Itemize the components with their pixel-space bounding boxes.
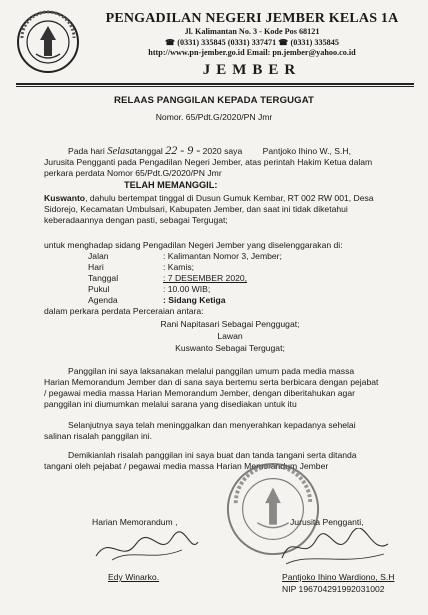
paragraph-2-line-2: salinan risalah panggilan ini. [44, 431, 152, 441]
right-signatory-title: Jurusita Pengganti, [290, 517, 364, 527]
court-web-email: http://www.pn-jember.go.id Email: pn.jember@yahoo.co.id [148, 48, 356, 57]
bailiff-name: Pantjoko Ihino W., S.H, [262, 146, 352, 156]
hearing-intro: untuk menghadap sidang Pengadilan Negeri Jember yang diselenggarakan di: [44, 240, 343, 250]
summoned-line-1: Kuswanto, dahulu bertempat tinggal di Dusun Gumuk Kembar, RT 002 RW 001, Desa [44, 193, 374, 203]
summoned-line-3: keberadaannya dengan pasti, sebagai Tergugat; [44, 215, 228, 225]
letterhead [84, 10, 420, 80]
summoned-name: Kuswanto [44, 193, 86, 203]
right-signatory-name: Pantjoko Ihino Wardiono, S.H [282, 572, 395, 582]
party-plaintiff: Rani Napitasari Sebagai Penggugat; [160, 319, 300, 329]
paragraph-3-line-2: tangani oleh pejabat / pegawai media massa Harian Memorandum Jember [44, 461, 329, 471]
paragraph-3-line-1: Demikianlah risalah panggilan ini saya buat dan tanda tangani serta ditanda [68, 450, 357, 460]
paragraph-2-line-1: Selanjutnya saya telah meninggalkan dan menyerahkan kepadanya sehelai [68, 420, 356, 430]
right-signature-scribble [276, 528, 396, 570]
left-signatory-title: Harian Memorandum , [92, 517, 178, 527]
court-name: PENGADILAN NEGERI JEMBER KELAS 1A [105, 11, 399, 26]
letterhead-rule-thin [16, 86, 414, 87]
opening-line-2: Jurusita Pengganti pada Pengadilan Negeri Jember, atas perintah Hakim Ketua dalam [44, 157, 373, 167]
court-city: JEMBER [202, 61, 302, 78]
paragraph-1-line-2: Harian Memorandum Jember dan di sana saya bertemu serta berbicara dengan pejabat [44, 377, 379, 387]
handwritten-date: 22 - 9 - [165, 143, 201, 157]
paragraph-1-line-1: Panggilan ini saya laksanakan melalui panggilan umum pada media massa [68, 366, 355, 376]
document-number: Nomor. 65/Pdt.G/2020/PN Jmr [155, 112, 273, 122]
court-seal-logo [16, 10, 80, 74]
document-title: RELAAS PANGGILAN KEPADA TERGUGAT [113, 95, 315, 106]
opening-line-3: perkara perdata Nomor 65/Pdt.G/2020/PN Jmr [44, 168, 222, 178]
summon-heading: TELAH MEMANGGIL: [124, 180, 218, 190]
right-signatory-nip: NIP 196704291992031002 [282, 584, 385, 594]
paragraph-1-line-4: panggilan ini diumumkan melalui sarana yang disediakan untuk itu [44, 399, 297, 409]
left-signature-scribble [92, 528, 202, 568]
document-page: PENGADILAN NEGERI JEMBER KELAS 1A Jl. Kalimantan No. 3 - Kode Pos 68121 ☎ (0331) 335845 (0331) 337471 ☎ (0331) 335845 http://www.pn-jember.go.id Email: pn.jember@yahoo.co.id JEMBER RELAAS PANGGILAN KEPADA TERGUGAT Nomor. 65/Pdt.G/2020/PN Jmr Pada hari Selasatanggal 22 - 9 - 2020 saya Pantjoko Ihino W., S.H, Jurusita Pengganti pada Pengadilan Negeri Jember, atas perintah Hakim Ketua dalam perkara perdata Nomor 65/Pdt.G/2020/PN Jmr TELAH MEMANGGIL: Kuswanto, dahulu bertempat tinggal di Dusun Gumuk Kembar, RT 002 RW 001, Desa Sidorejo, Kecamatan Umbulsari, Kabupaten Jember, dan saat ini tidak diketahui keberadaannya dengan pasti, sebagai Tergugat; untuk menghadap sidang Pengadilan Negeri Jember yang diselenggarakan di: Jalan : Kalimantan Nomor 3, Jember; Hari : Kamis; Tanggal : 7 DESEMBER 2020, Pukul : 10.00 WIB; Agenda : Sidang Ketiga dalam perkara perdata Perceraian antara: Rani Napitasari Sebagai Penggugat; Lawan Kuswanto Sebagai Tergugat; Panggilan ini saya laksanakan melalui panggilan umum pada media massa Harian Memorandum Jember dan di sana saya bertemu serta berbicara dengan pejabat / pegawai media massa Harian Memorandum Jember, dengan diberitahukan agar panggilan ini diumumkan melalui sarana yang disediakan untuk itu Selanjutnya saya telah meninggalkan dan menyerahkan kepadanya sehelai salinan risalah panggilan ini. Demikianlah risalah panggilan ini saya buat dan tanda tangani serta ditanda tangani oleh pejabat / pegawai media massa Harian Memorandum Jember Harian Memorandum , Edy Winarko. Jurusita Pengganti, Pantjoko Ihino Wardiono, S.H NIP 196704291992031002 [0, 0, 428, 615]
summoned-line-2: Sidorejo, Kecamatan Umbulsari, Kabupaten Jember, dan saat ini tidak diketahui [44, 204, 348, 214]
case-intro: dalam perkara perdata Perceraian antara: [44, 306, 204, 316]
court-address: Jl. Kalimantan No. 3 - Kode Pos 68121 [184, 27, 320, 36]
left-signatory-name: Edy Winarko. [108, 572, 160, 582]
paragraph-1-line-3: / pegawai media massa Harian Memorandum Jember, dengan diberitahukan agar [44, 388, 355, 398]
handwritten-day: Selasa [107, 146, 135, 157]
letterhead-rule-thick [16, 83, 414, 85]
opening-line: Pada hari Selasatanggal 22 - 9 - 2020 saya Pantjoko Ihino W., S.H, [68, 143, 352, 157]
party-defendant: Kuswanto Sebagai Tergugat; [175, 343, 285, 353]
party-versus: Lawan [217, 331, 243, 341]
court-phone: ☎ (0331) 335845 (0331) 337471 ☎ (0331) 335845 [165, 37, 339, 47]
